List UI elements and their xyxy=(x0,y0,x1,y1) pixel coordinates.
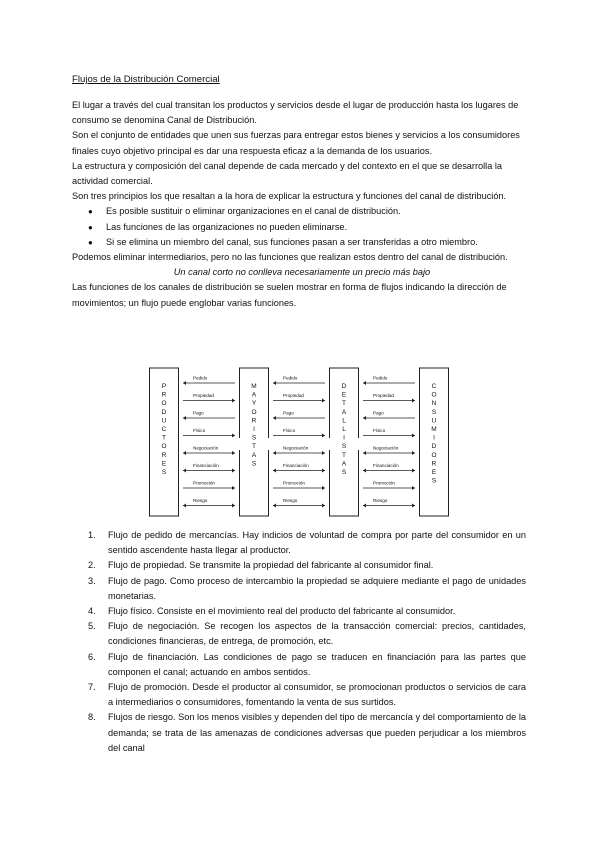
column-letter: O xyxy=(161,443,167,451)
column-letter: P xyxy=(161,383,167,390)
flow-list-number: 7. xyxy=(88,682,96,693)
column-letter: S xyxy=(341,443,347,451)
flow-arrow-label: Promoción xyxy=(193,480,215,486)
column-letter: D xyxy=(431,443,437,451)
flow-arrow xyxy=(273,498,325,508)
list-item-text: Es posible sustituir o eliminar organizaciones en el canal de distribución. xyxy=(106,206,401,217)
flow-arrow xyxy=(183,376,235,386)
flow-arrow-label: Propiedad xyxy=(193,393,214,398)
flow-arrow-label: Financiación xyxy=(283,463,309,468)
flow-arrow xyxy=(273,481,325,491)
column-letter: O xyxy=(431,451,437,459)
principles-list xyxy=(72,204,532,250)
flow-arrow-label: Pedido xyxy=(283,375,298,381)
flow-list-number: 8. xyxy=(88,712,96,723)
flow-arrow xyxy=(183,446,235,456)
flow-list-item xyxy=(88,528,526,558)
column-letter: A xyxy=(341,408,347,416)
column-letter: T xyxy=(342,400,346,408)
document-body xyxy=(72,98,532,311)
flow-arrow xyxy=(273,463,325,473)
flow-list-number: 2. xyxy=(88,560,96,571)
flow-arrow-label: Riesgo xyxy=(193,498,208,503)
flow-list-number: 1. xyxy=(88,530,96,540)
flow-arrow xyxy=(363,481,415,491)
column-letter: L xyxy=(342,426,346,433)
channel-member-box xyxy=(240,368,269,516)
column-letter: D xyxy=(341,383,347,390)
column-letter: L xyxy=(342,417,346,425)
flow-arrow xyxy=(183,498,235,508)
column-letter: U xyxy=(431,417,437,425)
column-letter: E xyxy=(431,469,437,476)
column-letter: A xyxy=(251,451,257,459)
column-letter: S xyxy=(431,408,437,416)
flow-arrow-label: Negociación xyxy=(283,445,309,451)
channel-member-box xyxy=(420,368,449,516)
flow-arrow xyxy=(363,498,415,508)
column-letter: D xyxy=(161,408,167,416)
flow-list-text: Flujos de riesgo. Son los menos visibles y dependen del tipo de mercancía y del comportamiento de la demanda; se trata de las amenazas de condiciones adversas que pueden perjudicar a los miembros del canal xyxy=(108,712,526,753)
flow-list-text: Flujo de negociación. Se recogen los aspectos de la transacción comercial: precios, cantidades, condiciones financieras, de entrega, de promoción, etc. xyxy=(108,621,526,647)
flow-arrow-label: Pedido xyxy=(193,375,208,381)
column-letter: I xyxy=(433,434,435,442)
flow-arrow xyxy=(183,463,235,473)
paragraph: La estructura y composición del canal depende de cada mercado y del contexto en el que se desarrolla la actividad comercial. xyxy=(72,160,503,187)
paragraph: Son el conjunto de entidades que unen sus fuerzas para entregar estos bienes y servicios a los consumidores finales cuyo objetivo principal es dar una respuesta eficaz a la demanda de los usuarios. xyxy=(72,130,520,156)
column-letter: C xyxy=(161,426,167,433)
bullet-icon: ● xyxy=(88,207,93,217)
flow-list-item xyxy=(88,680,526,710)
column-letter: R xyxy=(161,451,167,459)
column-letter: C xyxy=(431,383,437,390)
flow-arrow-label: Negociación xyxy=(193,445,219,451)
flow-list-text: Flujo de pago. Como proceso de intercambio la propiedad se adquiere mediante el pago de unidades monetarias. xyxy=(108,575,526,601)
flow-list-number: 5. xyxy=(88,621,96,632)
flow-list-number: 3. xyxy=(88,575,96,586)
flow-list-item xyxy=(88,710,526,756)
column-letter: R xyxy=(431,460,437,468)
column-letter: U xyxy=(161,417,167,425)
flow-arrow xyxy=(183,481,235,491)
flow-list-number: 6. xyxy=(88,651,96,662)
flow-arrow-label: Negociación xyxy=(373,445,399,451)
column-letter: Y xyxy=(251,400,257,408)
flow-arrow xyxy=(183,428,235,438)
column-letter: T xyxy=(162,434,166,442)
channel-member-box xyxy=(330,368,359,516)
flow-arrow xyxy=(273,428,325,438)
flow-arrow-label: Financiación xyxy=(373,463,399,468)
column-letter: O xyxy=(251,408,257,416)
flow-arrow xyxy=(183,393,235,403)
flow-arrow-label: Pago xyxy=(373,410,384,416)
list-item xyxy=(72,220,532,235)
flow-list-text: Flujo de pedido de mercancías. Hay indicios de voluntad de compra por parte del consumidor en un sentido ascendente hasta llegar al productor. xyxy=(108,530,526,556)
flow-list-text: Flujo de promoción. Desde el productor al consumidor, se promocionan productos o servicios de cara a intermediarios o consumidores, fomentando la venta de sus surtidos. xyxy=(108,682,526,708)
flow-list-item xyxy=(88,619,526,649)
flow-arrow xyxy=(273,393,325,403)
paragraph: Podemos eliminar intermediarios, pero no las funciones que realizan estos dentro del canal de distribución. xyxy=(72,252,508,263)
column-letter: S xyxy=(341,469,347,476)
list-item xyxy=(72,235,532,250)
flow-list-item xyxy=(88,558,526,573)
list-item-text: Si se elimina un miembro del canal, sus funciones pasan a ser transferidas a otro miembro. xyxy=(106,236,478,247)
list-item-text: Las funciones de las organizaciones no pueden eliminarse. xyxy=(106,221,348,232)
flow-list-item xyxy=(88,574,526,604)
column-letter: S xyxy=(251,434,257,442)
column-letter: R xyxy=(161,391,167,399)
flow-arrow-label: Físico xyxy=(283,428,296,433)
flow-arrow-label: Físico xyxy=(193,428,206,433)
flow-arrow-label: Promoción xyxy=(283,480,305,486)
flow-list-number: 4. xyxy=(88,606,96,617)
list-item xyxy=(72,204,532,219)
column-letter: T xyxy=(342,451,346,459)
flow-list xyxy=(88,528,526,756)
flow-arrow xyxy=(273,446,325,456)
column-letter: S xyxy=(161,469,167,476)
distribution-flows-diagram xyxy=(149,366,449,518)
column-letter: M xyxy=(251,383,257,390)
column-letter: O xyxy=(161,400,167,408)
bullet-icon: ● xyxy=(88,237,93,247)
channel-member-box xyxy=(150,368,179,516)
flow-arrow xyxy=(363,411,415,421)
column-letter: A xyxy=(251,391,257,399)
flow-arrow-label: Promoción xyxy=(373,480,395,486)
flow-arrow-label: Propiedad xyxy=(373,393,394,398)
paragraph: Las funciones de los canales de distribución se suelen mostrar en forma de flujos indicando la dirección de movimientos; un flujo puede englobar varias funciones. xyxy=(72,282,507,308)
italic-note: Un canal corto no conlleva necesariamente un precio más bajo xyxy=(173,267,431,278)
flow-list-item xyxy=(88,650,526,680)
column-letter: I xyxy=(343,434,345,442)
flow-arrow xyxy=(363,463,415,473)
flow-arrow-label: Propiedad xyxy=(283,393,304,398)
flow-list-text: Flujo de financiación. Las condiciones de pago se traducen en financiación para las partes que componen el canal; actuando en ambos sentidos. xyxy=(108,651,526,677)
flow-arrow xyxy=(273,376,325,386)
column-letter: M xyxy=(431,426,437,433)
flow-arrow-label: Riesgo xyxy=(373,498,388,503)
flow-list-text: Flujo físico. Consiste en el movimiento real del producto del fabricante al consumidor. xyxy=(108,606,456,617)
document-title: Flujos de la Distribución Comercial xyxy=(72,74,220,85)
column-letter: S xyxy=(431,477,437,485)
column-letter: N xyxy=(431,400,437,408)
flow-arrow-label: Pedido xyxy=(373,375,388,381)
flow-arrow xyxy=(363,428,415,438)
flow-arrow xyxy=(183,411,235,421)
column-letter: A xyxy=(341,460,347,468)
bullet-icon: ● xyxy=(88,222,93,232)
flow-arrow xyxy=(363,376,415,386)
column-letter: T xyxy=(252,443,256,451)
column-letter: O xyxy=(431,391,437,399)
flow-arrow-label: Pago xyxy=(193,410,204,416)
flow-arrow-label: Riesgo xyxy=(283,498,298,503)
column-letter: E xyxy=(341,391,347,399)
paragraph: El lugar a través del cual transitan los productos y servicios desde el lugar de producción hasta los lugares de consumo se denomina Canal de Distribución. xyxy=(72,100,519,126)
flow-arrow xyxy=(273,411,325,421)
flow-arrow-label: Financiación xyxy=(193,463,219,468)
column-letter: R xyxy=(251,417,257,425)
column-letter: E xyxy=(161,460,167,468)
column-letter: S xyxy=(251,460,257,468)
flow-list-text: Flujo de propiedad. Se transmite la propiedad del fabricante al consumidor final. xyxy=(108,560,434,571)
flow-arrow-label: Pago xyxy=(283,410,294,416)
column-letter: I xyxy=(253,426,255,433)
flow-arrow xyxy=(363,446,415,456)
flow-arrow xyxy=(363,393,415,403)
paragraph: Son tres principios los que resaltan a la hora de explicar la estructura y funciones del canal de distribución. xyxy=(72,191,507,202)
flow-arrow-label: Físico xyxy=(373,428,386,433)
flow-list-item xyxy=(88,604,526,619)
